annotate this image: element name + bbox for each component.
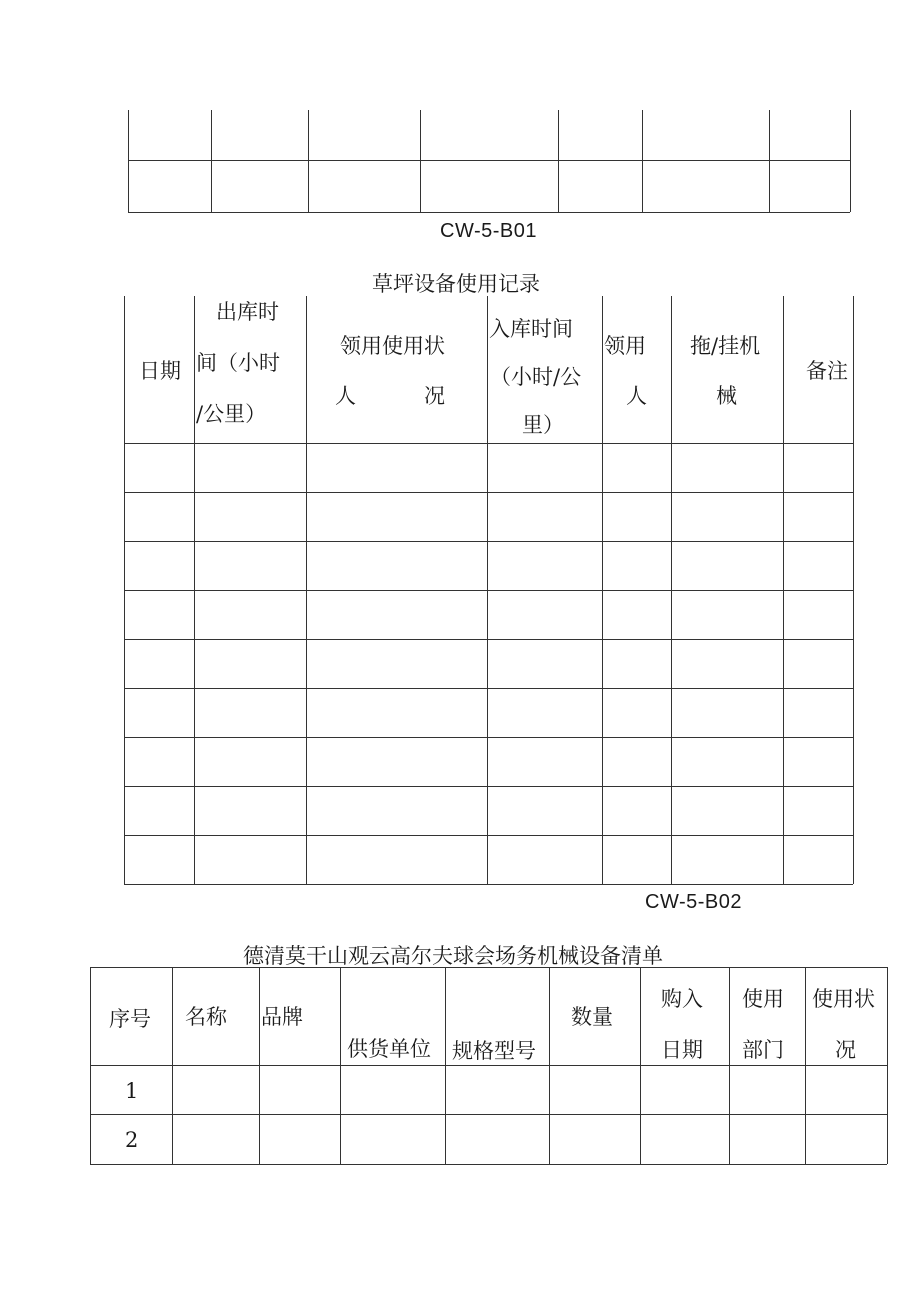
header-out-time-line1: 出库时 (216, 300, 279, 324)
table-row-divider (124, 835, 853, 836)
table-row-divider (124, 590, 853, 591)
header-machine-line1: 拖/挂机 (690, 334, 761, 358)
table-row-divider (124, 492, 853, 493)
equipment-list-title: 德清莫干山观云高尔夫球会场务机械设备清单 (243, 944, 663, 968)
table-column-divider (420, 110, 421, 212)
header-brand: 品牌 (261, 1005, 303, 1029)
table-column-divider (549, 967, 550, 1164)
header-supplier: 供货单位 (347, 1037, 431, 1061)
form-code-b02: CW-5-B02 (645, 891, 742, 913)
header-no: 序号 (109, 1007, 151, 1031)
header-receiver-line2b: 况 (424, 384, 445, 408)
table-column-divider (729, 967, 730, 1164)
table-row-divider (124, 443, 853, 444)
header-quantity: 数量 (571, 1005, 613, 1029)
table-column-divider (642, 110, 643, 212)
header-taker-line2: 人 (626, 384, 647, 408)
table-column-divider (259, 967, 260, 1164)
header-name: 名称 (185, 1005, 227, 1029)
table-row-divider (90, 1065, 887, 1066)
table-column-divider (211, 110, 212, 212)
table-row-divider (90, 1114, 887, 1115)
header-model: 规格型号 (452, 1039, 536, 1063)
table-row-divider (124, 639, 853, 640)
header-out-time-line2: 间（小时 (196, 351, 280, 375)
header-status-line2: 况 (835, 1038, 856, 1062)
header-machine-line2: 械 (716, 384, 737, 408)
table-column-divider (850, 110, 851, 212)
table-bottom-border (124, 884, 853, 885)
header-purchase-line1: 购入 (661, 987, 703, 1011)
header-taker-line1: 领用 (604, 334, 646, 358)
table-bottom-border (90, 1164, 887, 1165)
header-receiver-line2a: 人 (335, 384, 356, 408)
header-in-time-line2: （小时/公 (490, 365, 582, 389)
table-row-divider (124, 737, 853, 738)
header-receiver-line1: 领用使用状 (340, 334, 445, 358)
usage-record-title: 草坪设备使用记录 (372, 272, 540, 296)
header-remarks: 备注 (806, 359, 848, 383)
form-code-b01: CW-5-B01 (440, 220, 537, 242)
header-date: 日期 (139, 359, 181, 383)
table-column-divider (805, 967, 806, 1164)
table-row-divider (128, 160, 850, 161)
header-out-time-line3: /公里） (196, 402, 267, 426)
table-row-divider (124, 541, 853, 542)
table-column-divider (445, 967, 446, 1164)
table-column-divider (853, 296, 854, 884)
table-column-divider (308, 110, 309, 212)
table-column-divider (172, 967, 173, 1164)
row-number: 2 (125, 1128, 139, 1152)
table-column-divider (887, 967, 888, 1164)
table-row-divider (124, 688, 853, 689)
table-bottom-border (128, 212, 850, 213)
header-status-line1: 使用状 (812, 987, 875, 1011)
header-dept-line1: 使用 (742, 987, 784, 1011)
table-column-divider (640, 967, 641, 1164)
table-column-divider (340, 967, 341, 1164)
header-in-time-line1: 入库时间 (489, 317, 573, 341)
table-column-divider (558, 110, 559, 212)
header-in-time-line3: 里） (522, 413, 564, 437)
header-dept-line2: 部门 (742, 1038, 784, 1062)
table-top-border (90, 967, 887, 968)
row-number: 1 (125, 1079, 139, 1103)
header-purchase-line2: 日期 (661, 1038, 703, 1062)
table-column-divider (769, 110, 770, 212)
table-column-divider (90, 967, 91, 1164)
table-column-divider (128, 110, 129, 212)
table-row-divider (124, 786, 853, 787)
